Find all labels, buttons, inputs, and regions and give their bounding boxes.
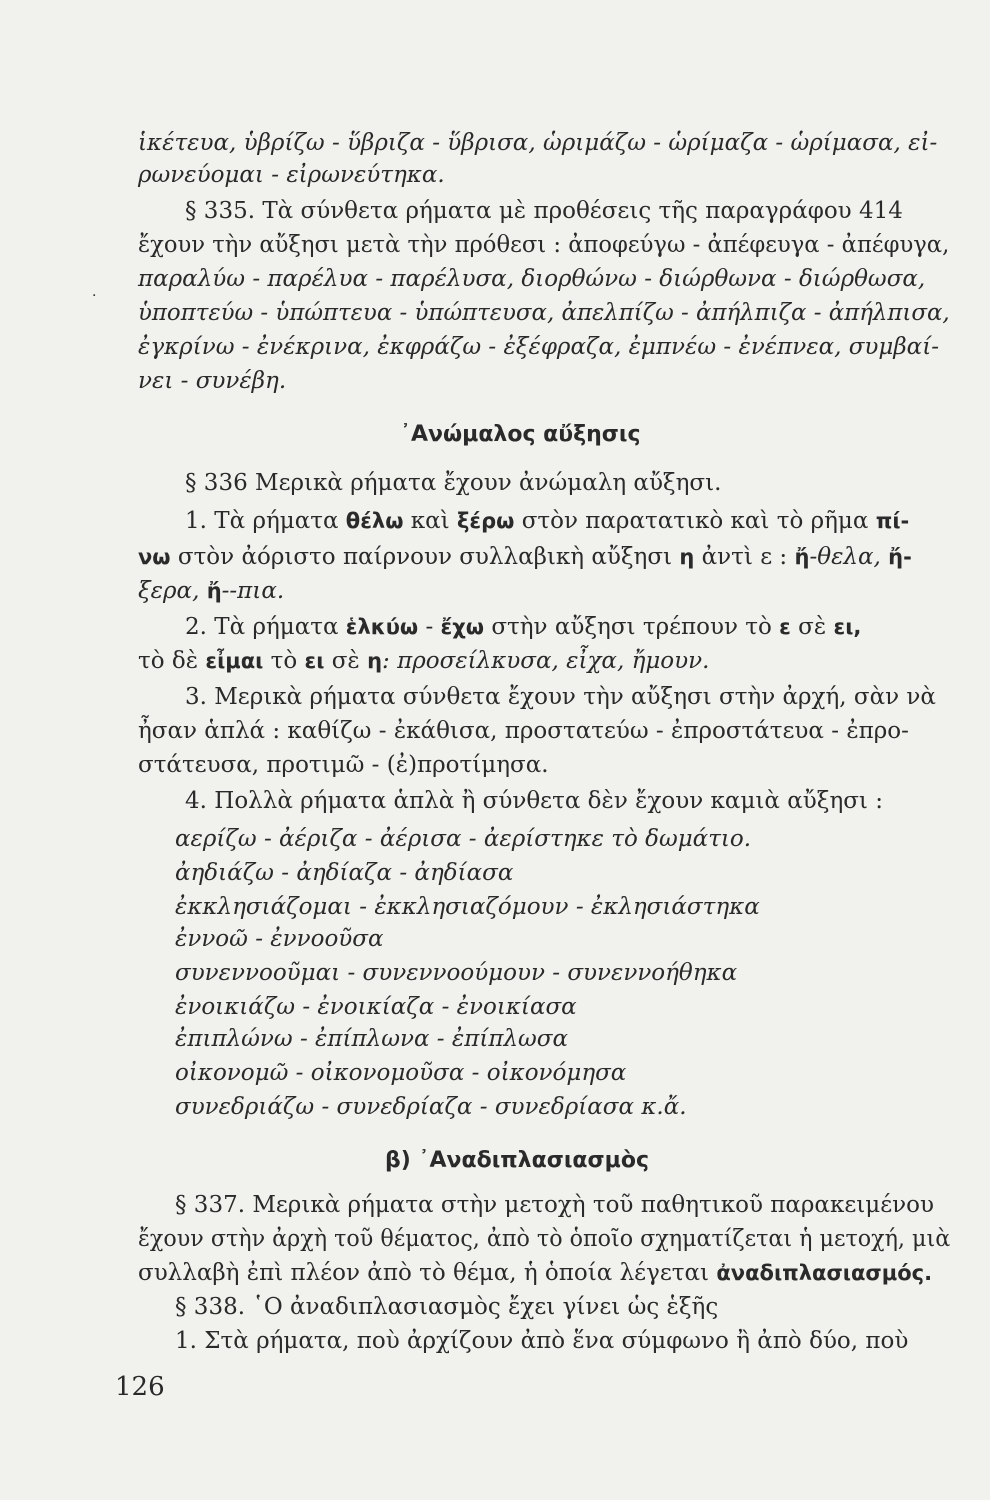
section-heading: ᾿Ανώμαλος αὔξησις: [400, 422, 641, 447]
item-2-line: 2. Τὰ ρήματα ἑλκύω - ἔχω στὴν αὔξησι τρέπουν τὸ ε σὲ ει,: [185, 614, 862, 640]
example-line: συνεδριάζω - συνεδρίαζα - συνεδρίασα κ.ἄ.: [175, 1094, 687, 1120]
example-line: οἰκονομῶ - οἰκονομοῦσα - οἰκονόμησα: [175, 1060, 627, 1086]
paragraph-336-intro: § 336 Μερικὰ ρήματα ἔχουν ἀνώμαλη αὔξησι.: [185, 470, 722, 496]
item-4-intro: 4. Πολλὰ ρήματα ἁπλὰ ἢ σύνθετα δὲν ἔχουν καμιὰ αὔξησι :: [185, 788, 883, 814]
paragraph-337-line: § 337. Μερικὰ ρήματα στὴν μετοχὴ τοῦ παθητικοῦ παρακειμένου: [175, 1192, 934, 1218]
item-1-line: ξερα, ἤ--πια.: [138, 578, 285, 604]
paragraph-337-line: συλλαβὴ ἐπὶ πλέον ἀπὸ τὸ θέμα, ἡ ὁποία λέγεται ἀναδιπλασιασμός.: [138, 1260, 933, 1286]
example-line: συνεννοοῦμαι - συνεννοούμουν - συνεννοήθηκα: [175, 960, 738, 986]
example-line: ἐπιπλώνω - ἐπίπλωνα - ἐπίπλωσα: [175, 1026, 569, 1052]
text-line: ρωνεύομαι - εἰρωνεύτηκα.: [138, 162, 445, 188]
example-line: ἐνοικιάζω - ἐνοικίαζα - ἐνοικίασα: [175, 994, 577, 1020]
margin-dot: ·: [92, 288, 97, 304]
paragraph-335-line: § 335. Τὰ σύνθετα ρήματα μὲ προθέσεις τῆς παραγράφου 414: [185, 198, 903, 224]
paragraph-338-line: 1. Στὰ ρήματα, ποὺ ἀρχίζουν ἀπὸ ἕνα σύμφωνο ἢ ἀπὸ δύο, ποὺ: [175, 1328, 909, 1354]
text-line: ἱκέτευα, ὑβρίζω - ὕβριζα - ὕβρισα, ὡριμάζω - ὡρίμαζα - ὡρίμασα, εἰ-: [138, 130, 938, 156]
section-heading: β) ᾿Αναδιπλασιασμὸς: [385, 1148, 650, 1173]
item-2-line: τὸ δὲ εἶμαι τὸ ει σὲ η: προσείλκυσα, εἶχα, ἤμουν.: [138, 648, 710, 674]
example-line: ἐννοῶ - ἐννοοῦσα: [175, 926, 384, 952]
item-3-line: στάτευσα, προτιμῶ - (ἐ)προτίμησα.: [138, 752, 549, 778]
paragraph-335-line: παραλύω - παρέλυα - παρέλυσα, διορθώνω - διώρθωνα - διώρθωσα,: [138, 266, 926, 292]
item-3-line: 3. Μερικὰ ρήματα σύνθετα ἔχουν τὴν αὔξησι στὴν ἀρχή, σὰν νὰ: [185, 684, 936, 710]
item-3-line: ἦσαν ἁπλά : καθίζω - ἐκάθισα, προστατεύω - ἐπροστάτευα - ἐπρο-: [138, 718, 909, 744]
paragraph-335-line: ἔχουν τὴν αὔξησι μετὰ τὴν πρόθεσι : ἀποφεύγω - ἀπέφευγα - ἀπέφυγα,: [138, 232, 950, 258]
paragraph-335-line: νει - συνέβη.: [138, 368, 287, 394]
paragraph-337-line: ἔχουν στὴν ἀρχὴ τοῦ θέματος, ἀπὸ τὸ ὁποῖο σχηματίζεται ἡ μετοχή, μιὰ: [138, 1226, 951, 1252]
item-1-line: νω στὸν ἀόριστο παίρνουν συλλαβικὴ αὔξησι η ἀντὶ ε : ἤ-θελα, ἤ-: [138, 544, 912, 570]
paragraph-335-line: ὑποπτεύω - ὑπώπτευα - ὑπώπτευσα, ἀπελπίζω - ἀπήλπιζα - ἀπήλπισα,: [138, 300, 950, 326]
item-1-line: 1. Τὰ ρήματα θέλω καὶ ξέρω στὸν παρατατικὸ καὶ τὸ ρῆμα πί-: [185, 508, 910, 534]
page-number: 126: [115, 1372, 165, 1402]
example-line: ἐκκλησιάζομαι - ἐκκλησιαζόμουν - ἐκλησιάστηκα: [175, 894, 760, 920]
example-line: ἀηδιάζω - ἀηδίαζα - ἀηδίασα: [175, 860, 514, 886]
paragraph-335-line: ἐγκρίνω - ἐνέκρινα, ἐκφράζω - ἐξέφραζα, ἐμπνέω - ἐνέπνεα, συμβαί-: [138, 334, 939, 360]
example-line: αερίζω - ἀέριζα - ἀέρισα - ἀερίστηκε τὸ δωμάτιο.: [175, 826, 752, 852]
paragraph-338-line: § 338. ῾Ο ἀναδιπλασιασμὸς ἔχει γίνει ὡς ἑξῆς: [175, 1294, 719, 1320]
